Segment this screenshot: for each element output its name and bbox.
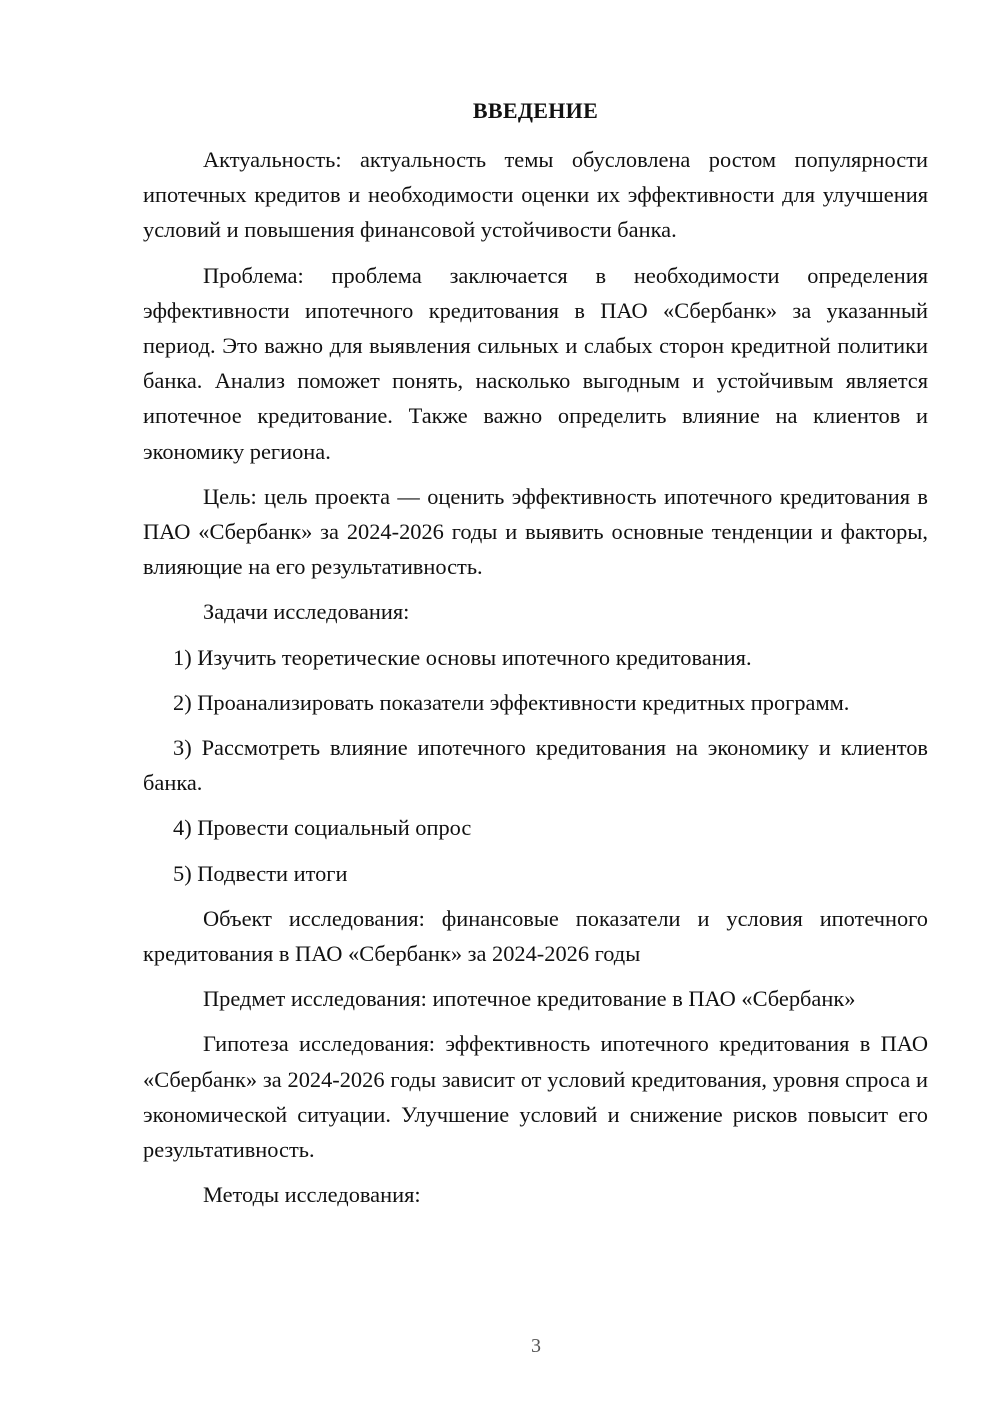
paragraph-subject: Предмет исследования: ипотечное кредитование в ПАО «Сбербанк» bbox=[203, 986, 856, 1012]
document-body bbox=[143, 142, 928, 1222]
page-number: 3 bbox=[531, 1335, 541, 1357]
task-item: 2) Проанализировать показатели эффективности кредитных программ. bbox=[173, 689, 850, 715]
paragraph-object: Объект исследования: финансовые показатели и условия ипотечного кредитования в ПАО «Сбербанк» за 2024-2026 годы bbox=[143, 905, 928, 967]
paragraph-goal: Цель: цель проекта — оценить эффективность ипотечного кредитования в ПАО «Сбербанк» за 2024-2026 годы и выявить основные тенденции и факторы, влияющие на его результативность. bbox=[143, 483, 928, 580]
task-item: 5) Подвести итоги bbox=[173, 860, 348, 886]
tasks-heading: Задачи исследования: bbox=[203, 599, 410, 625]
methods-heading: Методы исследования: bbox=[203, 1182, 421, 1208]
task-item: 3) Рассмотреть влияние ипотечного кредитования на экономику и клиентов банка. bbox=[143, 735, 928, 796]
paragraph-problem: Проблема: проблема заключается в необходимости определения эффективности ипотечного кредитования в ПАО «Сбербанк» за указанный период. Это важно для выявления сильных и слабых сторон кредитной политики банка. Анализ поможет понять, насколько выгодным и устойчивым является ипотечное кредитование. Также важно определить влияние на клиентов и экономику региона. bbox=[143, 262, 928, 464]
paragraph-relevance: Актуальность: актуальность темы обусловлена ростом популярности ипотечных кредитов и необходимости оценки их эффективности для улучшения условий и повышения финансовой устойчивости банка. bbox=[143, 147, 928, 243]
task-item: 4) Провести социальный опрос bbox=[173, 815, 472, 841]
page-title: ВВЕДЕНИЕ bbox=[472, 98, 599, 123]
task-item: 1) Изучить теоретические основы ипотечного кредитования. bbox=[173, 644, 752, 670]
paragraph-hypothesis: Гипотеза исследования: эффективность ипотечного кредитования в ПАО «Сбербанк» за 2024-2026 годы зависит от условий кредитования, уровня спроса и экономической ситуации. Улучшение условий и снижение рисков повысит его результативность. bbox=[143, 1031, 928, 1163]
